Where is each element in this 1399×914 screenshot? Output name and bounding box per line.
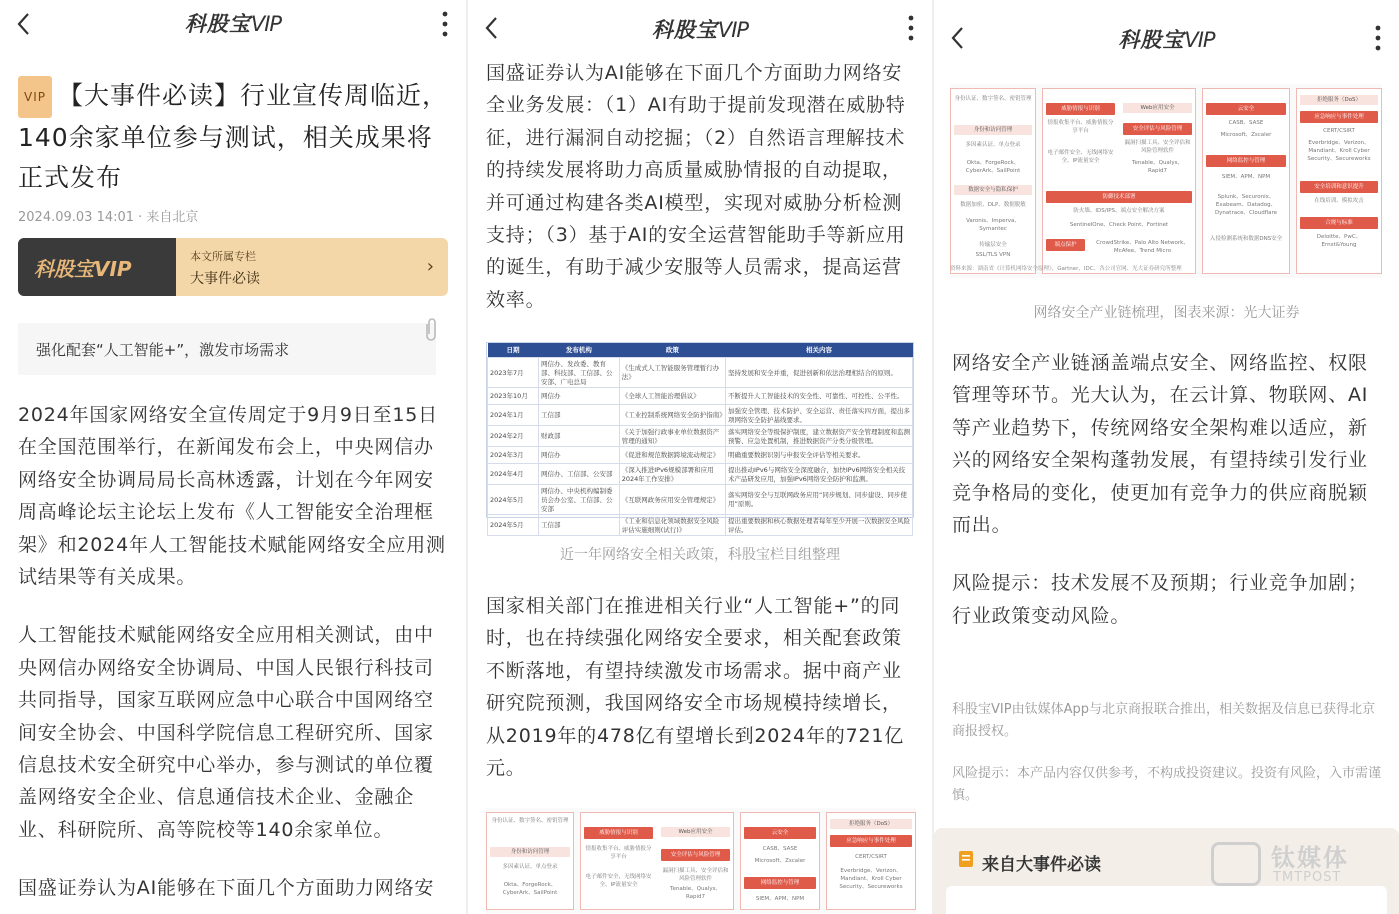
table-cell: 加强安全管理、技术防护、安全运营、责任落实四方面，提出多项网络安全防护基线要求。 [726,404,913,425]
industry-chain-image [950,84,1382,278]
top-bar [934,0,1399,52]
table-cell: 2024年5月 [488,484,539,514]
chain-source: 资料来源：湖南省《计算机网络安全原理》、Gartner、IDC、各公司官网、光大证券研究所整理 [950,266,1182,272]
chain-text: 数据加密、DLP、数据脱敏 [960,202,1026,208]
industry-chain-image-partial [486,808,916,914]
table-row [488,425,913,446]
chain-header: 端点保护 [1046,239,1085,251]
chain-text: Microsoft、Zscaler [1220,132,1272,138]
table-cell: 《工业控制系统网络安全防护指南》 [619,404,725,425]
chain-text: 电子邮件安全、无线网络安全、IP流量安全 [1047,150,1114,164]
summary-quote: 强化配套“人工智能+”，激发市场需求 [18,323,436,375]
table-row [488,484,913,514]
chain-header: 云安全 [1206,103,1286,115]
table-cell: 《全球人工智能治理倡议》 [619,387,725,404]
article-body-2b [486,590,916,784]
article-panel-1 [0,0,466,914]
table-cell: 提出重要数据和核心数据处理者每年至少开展一次数据安全风险评估。 [726,514,913,535]
chain-header: 网络监控与管理 [1206,155,1286,167]
chain-text: CERT/CSIRT [1323,128,1355,134]
disclaimer-note: 科股宝VIP由钛媒体App与北京商报联合推出，相关数据及信息已获得北京商报授权。 [952,702,1375,739]
chain-header: 应急响应与事件处理 [1300,111,1378,123]
table-cell: 《关于加强行政事业单位数据资产管理的通知》 [619,425,725,446]
table-cell: 落实网络安全与互联网政务应用“同步规划、同步建设、同步使用”原则。 [726,484,913,514]
table-cell: 不断提升人工智能技术的安全性、可靠性、可控性、公平性。 [726,387,913,404]
table-header: 日期 [488,343,539,357]
table-cell: 2023年10月 [488,387,539,404]
article-title: VIP 【大事件必读】行业宣传周临近，140余家单位参与测试，相关成果将正式发布 [18,76,454,198]
chain-header: 防御技术部署 [1046,191,1192,203]
chain-text: 多因素认证、单点登录 [502,864,558,870]
table-cell: 落实网络安全等级保护制度，建立数据资产安全管理制度和监测预警、应急处置机制，推进数据资产分类分级管理。 [726,425,913,446]
chain-text: 情报收集平台、威胁情报分享平台 [585,846,652,860]
chain-text: Okta、ForgeRock、CyberArk、SailPoint [965,160,1021,174]
table-row [488,514,913,535]
chain-text: SIEM、APM、NPM [1221,174,1271,180]
chain-text: 多因素认证、单点登录 [965,142,1021,148]
table-caption: 近一年网络安全相关政策，科股宝栏目组整理 [560,547,840,563]
chain-text: 入侵检测系统和数据DNS安全 [1209,236,1283,242]
chain-column [1296,88,1382,274]
chain-column [1202,88,1290,274]
top-bar [468,0,932,52]
article-panel-2 [468,0,932,914]
chain-text: SIEM、APM、NPM [755,896,805,902]
table-row [488,404,913,425]
paragraph: 国盛证券认为AI能够在下面几个方面助力网络安 [18,877,435,900]
column-card[interactable] [18,238,448,296]
table-cell: 《互联网政务应用安全管理规定》 [619,484,725,514]
chain-caption: 网络安全产业链梳理，图表来源：光大证券 [1033,305,1300,321]
chain-header: 威胁情报与识别 [1046,103,1115,115]
table-cell: 2024年3月 [488,446,539,463]
table-cell: 网信办、中央机构编制委员会办公室、工信部、公安部 [539,484,620,514]
more-options-icon[interactable] [906,14,916,42]
table-cell: 网信办 [539,387,620,404]
chain-header: 安全培训和意识提升 [1300,181,1378,193]
chain-text: Tenable、Qualys、Rapid7 [1132,160,1183,174]
chain-text: Tenable、Qualys、Rapid7 [670,886,721,900]
chain-text: Splunk、Securonix、Exabeam、Datadog、Dynatrace、Cloudflare [1214,194,1278,216]
table-header-row [488,343,913,357]
chain-text: CERT/CSIRT [855,854,887,860]
chain-header: 威胁情报与识别 [584,827,653,839]
table-cell: 坚持发展和安全并重，促进创新和依法治理相结合的原则。 [726,357,913,387]
chain-text: Deloitte、PwC、Ernst&Young [1316,234,1362,248]
table-row [488,387,913,404]
publish-meta: 2024.09.03 14:01 · 来自北京 [18,210,199,225]
chain-column [1042,88,1196,274]
chain-text: 情报收集平台、威胁情报分享平台 [1047,120,1114,134]
chain-column [580,812,734,910]
vip-badge: VIP [18,76,52,118]
chain-text: Okta、ForgeRock、CyberArk、SailPoint [502,882,558,896]
chain-text: 防火墙、IDS/IPS、端点安全解决方案 [1073,208,1165,214]
chain-text: SSL/TLS VPN [975,252,1011,258]
chain-text: CASB、SASE [1228,120,1264,126]
table-cell: 2024年5月 [488,514,539,535]
paragraph: 国盛证券认为AI能够在下面几个方面助力网络安全业务发展：（1）AI有助于提前发现潜在威胁特征，进行漏洞自动挖掘；（2）自然语言理解技术的持续发展将助力高质量威胁情报的自动提取，并可通过构建各类AI模型，实现对威胁分析检测支持；（3）基于AI的安全运营智能助手等新应用的诞生，有助于减少安服等人员需求，提高运营效率。 [486,62,906,311]
chain-text: 电子邮件安全、无线网络安全、IP流量安全 [585,874,652,888]
table-cell: 2023年7月 [488,357,539,387]
chain-subheader: Web应用安全 [1123,103,1192,113]
column-brand: 科股宝VIP [18,238,176,296]
chain-column [950,88,1036,274]
chain-text: 在线培训、模拟攻击 [1314,198,1364,204]
paragraph: 2024年国家网络安全宣传周定于9月9日至15日在全国范围举行，在新闻发布会上，中央网信办网络安全协调局局长高林透露，计划在今年网安周高峰论坛主论坛上发布《人工智能安全治理框架》和2024年人工智能技术赋能网络安全应用测试结果等有关成果。 [18,404,446,589]
risk-note: 风险提示：本产品内容仅供参考，不构成投资建议。投资有风险，入市需谨慎。 [952,766,1382,803]
chain-column [486,812,574,910]
table-cell: 《工业和信息化领域数据安全风险评估实施细则(试行)》 [619,514,725,535]
table-cell: 2024年1月 [488,404,539,425]
chain-text: 传输层安全 [979,242,1007,248]
chain-text: 身份认证、数字签名、密钥管理 [954,96,1032,102]
chain-subheader: 拒绝服务（DoS） [1300,95,1378,105]
brand-logo: 科股宝VIP [1118,28,1215,52]
risk-paragraph: 风险提示：技术发展不及预期；行业竞争加剧；行业政策变动风险。 [952,572,1368,627]
table-cell: 明确重要数据识别与申报安全评估等相关要求。 [726,446,913,463]
chain-text: 漏洞扫描工具、安全评估和风险管理软件 [662,868,729,882]
table-cell: 《生成式人工智能服务管理暂行办法》 [619,357,725,387]
table-cell: 2024年4月 [488,463,539,484]
article-body-3 [952,347,1384,632]
paragraph: 国家相关部门在推进相关行业“人工智能+”的同时，也在持续强化网络安全要求，相关配套政策不断落地，有望持续激发市场需求。据中商产业研究院预测，我国网络安全市场规模持续增长，从2019年的478亿有望增长到2024年的721亿元。 [486,595,905,780]
table-header: 政策 [619,343,725,357]
table-cell: 工信部 [539,514,620,535]
table-cell: 网信办 [539,446,620,463]
chain-header: 网络监控与管理 [744,877,816,889]
top-bar [0,0,466,52]
table-cell: 《促进和规范数据跨境流动规定》 [619,446,725,463]
more-options-icon[interactable] [1373,24,1383,52]
chain-subheader: 身份和访问管理 [490,847,570,857]
brand-logo: 科股宝VIP [184,12,282,36]
table-cell: 网信办、发改委、教育部、科技部、工信部、公安部、广电总局 [539,357,620,387]
more-options-icon[interactable] [440,10,450,38]
table-cell: 网信办、工信部、公安部 [539,463,620,484]
chain-header: 合规与标准 [1300,217,1378,229]
paragraph: 网络安全产业链涵盖端点安全、网络监控、权限管理等环节。光大认为，在云计算、物联网、AI等产业趋势下，传统网络安全架构难以适应，新兴的网络安全架构蓬勃发展，有望持续引发行业竞争格局的变化，使更加有竞争力的供应商脱颖而出。 [952,352,1369,537]
article-body-1 [18,399,450,905]
article-body-2a [486,57,916,316]
table-cell: 工信部 [539,404,620,425]
column-label: 本文所属专栏 [190,250,256,263]
chain-subheader: Web应用安全 [661,827,730,837]
chain-subheader: 数据安全与隐私保护 [954,185,1032,195]
chain-text: SentinelOne、Check Point、Fortinet [1069,222,1169,228]
chain-subheader: 身份和访问管理 [954,125,1032,135]
chain-text: Varonis、Imperva、Symantec [966,218,1020,232]
table-header: 相关内容 [726,343,913,357]
chain-column [740,812,820,910]
article-panel-3 [934,0,1399,914]
document-icon [958,850,974,868]
table-cell: 2024年2月 [488,425,539,446]
chevron-right-icon: › [426,256,434,277]
policy-table [486,342,914,534]
paragraph: 人工智能技术赋能网络安全应用相关测试，由中央网信办网络安全协调局、中国人民银行科技司共同指导，国家互联网应急中心联合中国网络空间安全协会、中国科学院信息工程研究所、国家信息技术安全研究中心举办，参与测试的单位覆盖网络安全企业、信息通信技术企业、金融企业、科研院所、高等院校等140余家单位。 [18,624,434,841]
paperclip-icon [422,316,440,342]
from-column-title: 来自大事件必读 [982,855,1101,875]
chain-header: 应急响应与事件处理 [830,835,912,847]
chain-column [826,812,916,910]
chain-header: 安全评估与风险管理 [661,849,730,861]
table-row [488,357,913,387]
chain-subheader: 拒绝服务（DoS） [830,819,912,829]
table-row [488,446,913,463]
chain-text: 漏洞扫描工具、安全评估和风险管理软件 [1124,140,1191,154]
table-cell: 财政部 [539,425,620,446]
chain-text: CASB、SASE [762,846,798,852]
chain-text: Everbridge、Verizon、Mandiant、Kroll Cyber Security、Secureworks [839,868,903,890]
chain-header: 安全评估与风险管理 [1123,123,1192,135]
brand-logo: 科股宝VIP [651,18,749,42]
chain-header: 云安全 [744,827,816,839]
table-cell: 《深入推进IPv6规模部署和应用2024年工作安排》 [619,463,725,484]
chain-text: Microsoft、Zscaler [754,858,806,864]
chain-text: Everbridge、Verizon、Mandiant、Kroll Cyber Security、Secureworks [1307,140,1371,162]
table-cell: 提出推动IPv6与网络安全深度融合，加快IPv6网络安全相关技术产品研发应用，加强IPv6网络安全防护和监测。 [726,463,913,484]
column-name: 大事件必读 [190,271,260,287]
table-row [488,463,913,484]
chain-text: CrowdStrike、Palo Alto Network、McAfee、Trend Micro [1096,240,1189,254]
table-header: 发布机构 [539,343,620,357]
tmtpost-logo: 钛媒体 TMTPOST [1211,836,1381,892]
chain-text: 身份认证、数字签名、密钥管理 [491,818,569,824]
